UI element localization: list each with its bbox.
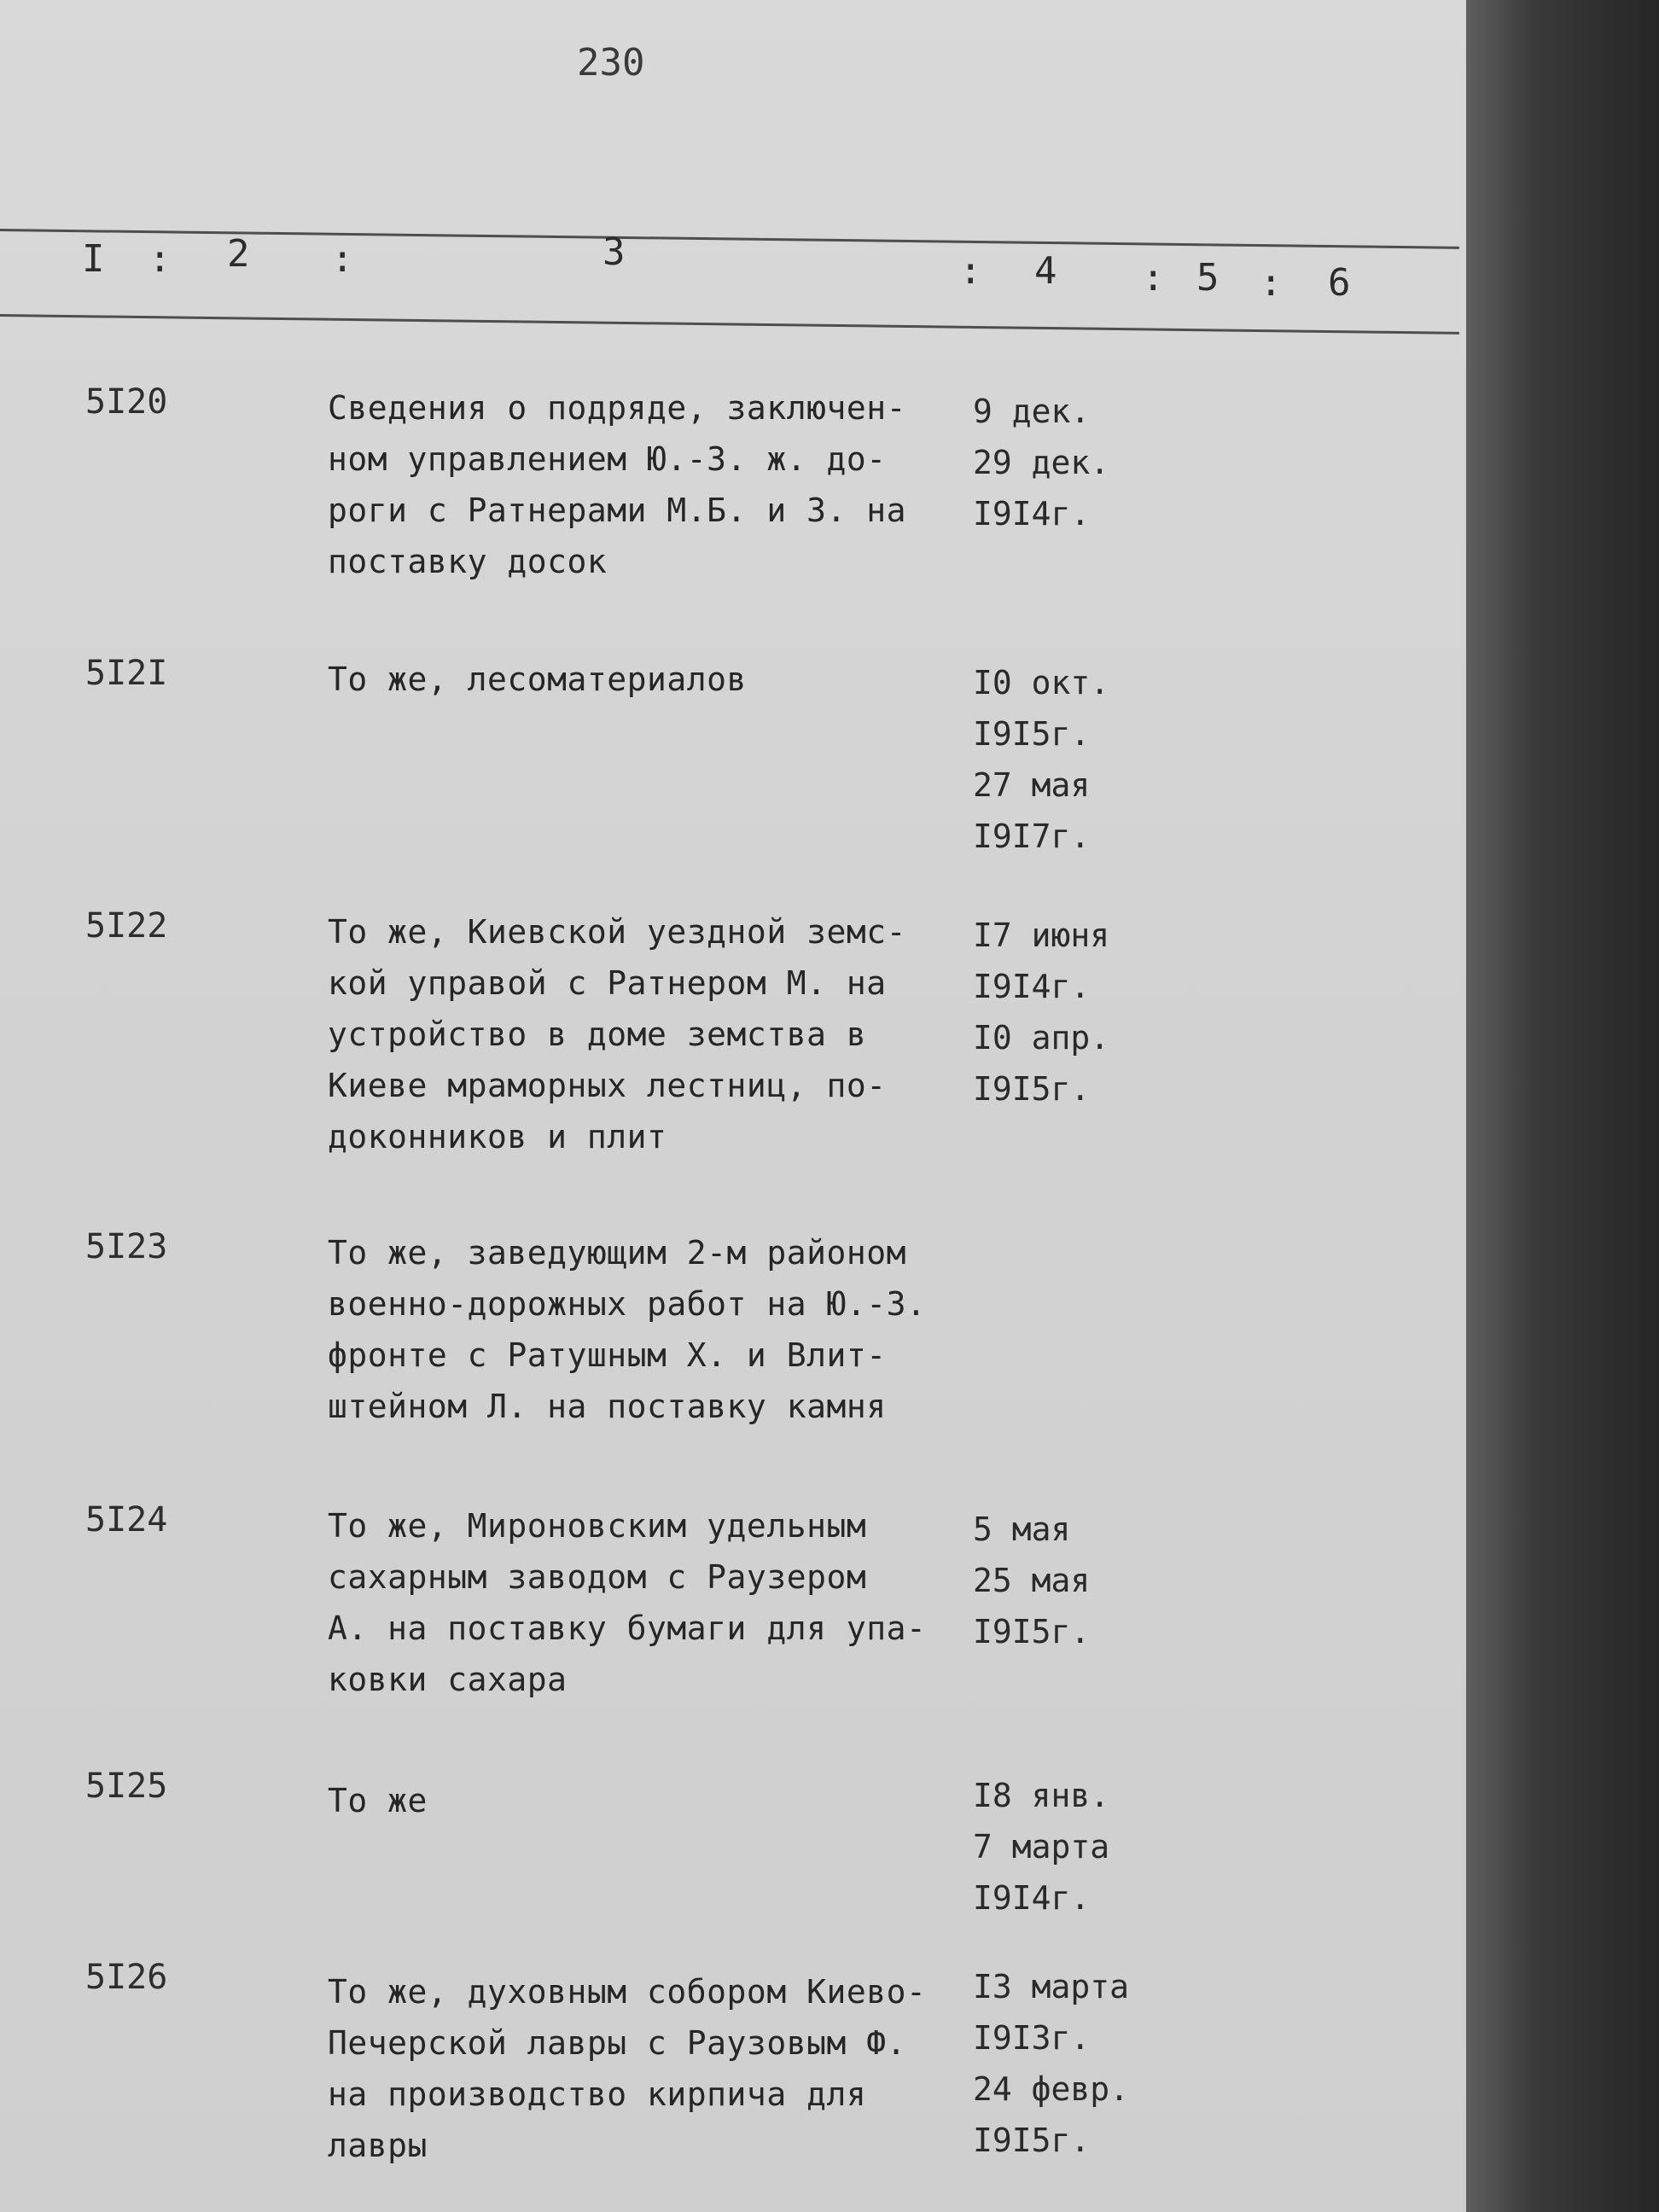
column-separator: : [148, 237, 172, 281]
entry-title: То же, Киевской уездной земс- кой управой с Ратнером М. на устройство в доме земства в Киеве мраморных лестниц, по- доконников и плит [328, 913, 906, 1155]
entry-dates: I7 июня I9I4г. I0 апр. I9I5г. [973, 917, 1110, 1108]
entry-number: 5I24 [85, 1500, 168, 1540]
column-header-1: I [82, 237, 105, 281]
book-edge-shadow [1466, 0, 1659, 2212]
entry-number: 5I26 [85, 1958, 168, 1997]
entry-number: 5I25 [85, 1767, 168, 1806]
column-header-5: 5 [1196, 256, 1220, 300]
column-separator: : [1260, 261, 1283, 305]
entry-dates: I8 янв. 7 марта I9I4г. [973, 1777, 1110, 1917]
entry-number: 5I23 [85, 1227, 168, 1266]
column-separator: : [959, 249, 982, 293]
column-header-2: 2 [227, 232, 250, 276]
entry-title: То же, лесоматериалов [328, 661, 747, 698]
column-header-3: 3 [602, 230, 626, 274]
entry-title: То же, заведующим 2-м районом военно-дорожных работ на Ю.-З. фронте с Ратушным Х. и Влит- штейном Л. на поставку камня [328, 1234, 927, 1425]
entry-dates: 9 дек. 29 дек. I9I4г. [973, 393, 1110, 533]
column-header-4: 4 [1034, 249, 1057, 293]
entry-dates: I3 марта I9I3г. 24 февр. I9I5г. [973, 1968, 1130, 2159]
entry-number: 5I20 [85, 382, 168, 422]
column-separator: : [331, 237, 354, 281]
entry-title: Сведения о подряде, заключен- ном управлением Ю.-З. ж. до- роги с Ратнерами М.Б. и З. на поставку досок [328, 389, 906, 580]
column-header-6: 6 [1328, 261, 1351, 305]
entry-title: То же, Мироновским удельным сахарным заводом с Раузером А. на поставку бумаги для упа- ковки сахара [328, 1507, 927, 1698]
column-separator: : [1142, 256, 1165, 300]
entry-dates: I0 окт. I9I5г. 27 мая I9I7г. [973, 664, 1110, 855]
entry-title: То же [328, 1782, 428, 1819]
page-number: 230 [577, 41, 645, 84]
entry-dates: 5 мая 25 мая I9I5г. [973, 1511, 1091, 1650]
header-rule-top [0, 229, 1459, 249]
entry-title: То же, духовным собором Киево- Печерской лавры с Раузовым Ф. на производство кирпича для лавры [328, 1973, 927, 2164]
header-rule-bottom [0, 314, 1459, 335]
entry-number: 5I22 [85, 906, 168, 946]
entry-number: 5I2I [85, 654, 168, 693]
